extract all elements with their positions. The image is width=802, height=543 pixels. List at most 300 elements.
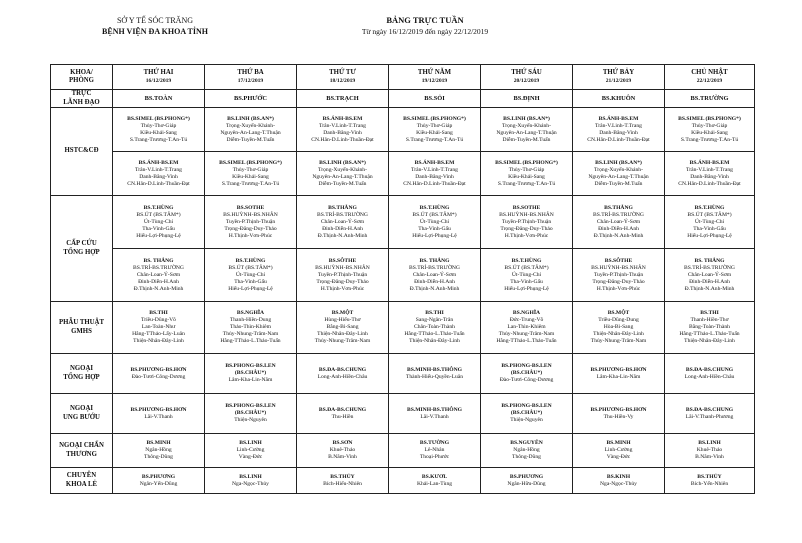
- staff-line: Tha-Vinh-Gấu: [510, 278, 543, 285]
- staff-line: Tuyền-P.Thịnh-Thuận: [225, 218, 276, 225]
- doc-header: [330, 15, 520, 37]
- duty-cell: [297, 354, 389, 394]
- day-header: [573, 65, 665, 90]
- staff-line: Trân-V.Linh-T.Trang: [595, 122, 642, 129]
- department-label: [51, 302, 113, 354]
- staff-line: Đ.Thịnh-N.Anh-Minh: [133, 285, 184, 292]
- doctor-name: BS.ĐA-BS.CHUNG: [318, 366, 367, 373]
- schedule-row: [51, 394, 755, 434]
- staff-line: Chân-Toàn-Thành: [414, 324, 455, 330]
- duty-cell: [573, 90, 665, 108]
- duty-cell: [205, 152, 297, 196]
- staff-line: Thủy-Thơ-Giáp: [232, 166, 269, 173]
- staff-line: Đ.Thịnh-N.Anh-Minh: [593, 232, 644, 239]
- staff-line: Thủy-Nhung-Trâm-Nam: [314, 338, 371, 344]
- staff-line: Khuê-Thảo: [329, 447, 356, 453]
- doctor-name: BS.LINH (BS.AN*): [503, 115, 550, 122]
- department-label-line: CẤP CỨU: [66, 240, 97, 247]
- doctor-name: BS.ĐỊNH: [513, 95, 540, 102]
- staff-line: Hiếu-Lợi-Phụng-Lệ: [412, 232, 457, 239]
- schedule-row: [51, 152, 755, 196]
- staff-line: Út-Tùng-Chí: [511, 271, 542, 278]
- staff-line: (BS.CHÂU*): [510, 370, 543, 376]
- staff-line: BS.TRÍ-BS.TRƯỜNG: [133, 264, 184, 271]
- duty-cell: [205, 354, 297, 394]
- staff-line: Lan-Thìn-Khiêm: [507, 324, 546, 330]
- schedule-row: [51, 90, 755, 108]
- staff-line: Trọng-Đăng-Duy-Thảo: [500, 225, 553, 232]
- staff-line: Trân-V.Linh-T.Trang: [411, 166, 458, 173]
- staff-line: Lâm-Kha-Lin-Năm: [228, 377, 273, 383]
- schedule-row: [51, 196, 755, 249]
- duty-cell: [389, 90, 481, 108]
- doctor-name: BS.PHƯƠNG-BS.HƠN: [590, 406, 647, 413]
- staff-line: H.Thịnh-Vơn-Phúc: [596, 285, 641, 292]
- staff-line: Thủy-Thơ-Giáp: [508, 166, 545, 173]
- duty-cell: [481, 196, 573, 249]
- duty-cell: [665, 90, 755, 108]
- staff-line: CN.Hân-D.Linh-Thuần-Đạt: [403, 180, 466, 187]
- department-label-line: TRỰC: [71, 90, 92, 97]
- schedule-row: [51, 108, 755, 152]
- duty-cell: [573, 434, 665, 468]
- day-name: THỨ NĂM: [417, 69, 452, 76]
- doctor-name: BS.T.HÙNG: [419, 204, 450, 211]
- day-name: THỨ SÁU: [511, 69, 542, 76]
- staff-line: BS.ÚT (BS.TÂM*): [228, 264, 273, 271]
- staff-line: Ngân-Hữu-Dũng: [507, 480, 546, 487]
- doctor-name: BS. THẮNG: [419, 257, 450, 264]
- doctor-name: BS.MINH-BS.THÔNG: [406, 406, 462, 413]
- duty-cell: [481, 434, 573, 468]
- day-date: 22/12/2019: [696, 78, 723, 84]
- staff-line: BS.ÚT (BS.TÂM*): [136, 211, 181, 218]
- staff-line: BS.ÚT (BS.TÂM*): [412, 211, 457, 218]
- doctor-name: BS.ĐA-BS.CHUNG: [685, 406, 734, 413]
- staff-line: Chân-Loan-Ý-Sơm: [412, 271, 457, 278]
- staff-line: Long-Anh-Hiền-Châu: [317, 373, 368, 380]
- staff-line: Danh-Băng-Vinh: [323, 129, 362, 136]
- staff-line: Chân-Loan-Ý-Sơm: [136, 271, 181, 278]
- duty-cell: [205, 90, 297, 108]
- duty-cell: [205, 468, 297, 494]
- duty-cell: [297, 302, 389, 354]
- staff-line: Trọng-Đăng-Duy-Thảo: [592, 278, 645, 285]
- staff-line: Tuyền-P.Thịnh-Thuận: [501, 218, 552, 225]
- staff-line: Nga-Ngọc-Thủy: [600, 480, 637, 487]
- staff-line: Trọng-Xuyến-Khánh-: [502, 122, 551, 129]
- staff-line: Hằng-TThảo-L.Thảo-Tuấn: [496, 338, 557, 344]
- staff-line: Thanh-Hiền-Thơ: [690, 317, 729, 323]
- day-header: [205, 65, 297, 90]
- staff-line: Ngân-Hồng: [145, 447, 172, 453]
- staff-line: Triều-Dũng-Võ: [141, 317, 176, 323]
- staff-line: B.Năm-Vinh: [328, 454, 357, 460]
- doctor-name: BS.THI: [425, 310, 444, 316]
- doctor-name: BS.NGHĨA: [512, 310, 541, 316]
- duty-cell: [389, 394, 481, 434]
- duty-cell: [665, 354, 755, 394]
- staff-line: Hằng-TThảo-L.Thảo-Tuấn: [220, 338, 281, 344]
- day-header: [389, 65, 481, 90]
- staff-line: Thủy-Nhung-Trâm-Nam: [222, 331, 279, 337]
- duty-cell: [113, 249, 205, 302]
- doctor-name: BS.MỘT: [331, 310, 354, 316]
- corner-line: PHÒNG: [69, 77, 94, 84]
- day-date: 16/12/2019: [145, 78, 172, 84]
- department-label-line: TỔNG HỢP: [63, 373, 100, 381]
- duty-cell: [481, 108, 573, 152]
- duty-cell: [297, 434, 389, 468]
- doc-title: BẢNG TRỰC TUẦN: [386, 15, 464, 25]
- staff-line: Linh-Cường: [236, 447, 265, 453]
- staff-line: Đinh-Diễn-H.Anh: [689, 278, 730, 285]
- staff-line: Nguyên-An-Lang-T.Thuận: [312, 173, 373, 180]
- duty-cell: [389, 108, 481, 152]
- staff-line: (BS.CHÂU*): [510, 410, 543, 416]
- staff-line: BS.TRÍ-BS.TRƯỜNG: [684, 264, 735, 271]
- staff-line: Ngân-Yến-Dũng: [139, 480, 178, 487]
- staff-line: Diễm-Tuyền-M.Tuấn: [502, 136, 551, 143]
- staff-line: BS.HUỲNH-BS.NHÂN: [591, 264, 646, 271]
- staff-line: Thủy-Nhung-Trâm-Nam: [590, 338, 647, 344]
- staff-line: H.Thịnh-Vơn-Phúc: [504, 232, 549, 239]
- staff-line: H.Thịnh-Vơn-Phúc: [228, 232, 273, 239]
- duty-cell: [573, 354, 665, 394]
- staff-line: Nguyên-An-Lang-T.Thuận: [220, 129, 281, 136]
- day-name: THỨ HAI: [143, 69, 174, 76]
- department-label: [51, 434, 113, 468]
- staff-line: S.Trang-Trương-T.An-Tú: [405, 136, 464, 143]
- schedule-row: [51, 468, 755, 494]
- staff-line: Hiếu-Lợi-Phụng-Lệ: [504, 285, 549, 292]
- doctor-name: BS.PHONG-BS.LEN: [225, 363, 276, 369]
- duty-cell: [297, 152, 389, 196]
- staff-line: Thanh-Hiền-Dung: [229, 317, 272, 323]
- staff-line: Chân-Loan-Ý-Sơm: [320, 218, 365, 225]
- day-header: [297, 65, 389, 90]
- staff-line: Trọng-Xuyến-Khánh-: [318, 166, 367, 173]
- staff-line: Đức-Trung-Võ: [509, 317, 544, 323]
- doctor-name: BS.LINH: [239, 473, 262, 480]
- staff-line: Thành-Hiếu-Quyền-Luân: [405, 373, 464, 380]
- duty-cell: [665, 152, 755, 196]
- department-label: [51, 354, 113, 394]
- staff-line: Tha-Vinh-Gấu: [142, 225, 175, 232]
- duty-cell: [389, 434, 481, 468]
- staff-line: (BS.CHÂU*): [234, 410, 267, 416]
- staff-line: Thiện-Nguyên: [234, 417, 267, 423]
- department-label: [51, 468, 113, 494]
- staff-line: Đào-Tươi-Công-Dương: [499, 377, 554, 383]
- day-name: THỨ BA: [237, 69, 264, 76]
- staff-line: Lâm-Kha-Lin-Năm: [596, 373, 641, 380]
- staff-line: S.Trang-Trương-T.An-Tú: [129, 136, 188, 143]
- department-label-line: THƯƠNG: [66, 450, 97, 458]
- day-name: THỨ TƯ: [329, 69, 356, 76]
- staff-line: BS.ÚT (BS.TÂM*): [687, 211, 732, 218]
- staff-line: CN.Hân-D.Linh-Thuần-Đạt: [127, 180, 190, 187]
- doctor-name: BS.SÔTHE: [328, 257, 357, 264]
- staff-line: Đ.Thịnh-N.Anh-Minh: [684, 285, 735, 292]
- doctor-name: BS.PHONG-BS.LEN: [225, 403, 276, 409]
- staff-line: Hằng-TThảo-L.Thảo-Tuấn: [679, 331, 740, 337]
- staff-line: Tha-Vinh-Gấu: [693, 225, 726, 232]
- duty-cell: [573, 152, 665, 196]
- staff-line: Trọng-Xuyến-Khánh-: [226, 122, 275, 129]
- day-date: 19/12/2019: [421, 78, 448, 84]
- duty-cell: [389, 302, 481, 354]
- duty-cell: [205, 249, 297, 302]
- duty-cell: [389, 468, 481, 494]
- doctor-name: BS.PHƯƠNG-BS.HƠN: [590, 366, 647, 373]
- day-header: [113, 65, 205, 90]
- staff-line: Thông-Dũng: [144, 454, 173, 460]
- duty-cell: [205, 196, 297, 249]
- schedule-row: [51, 249, 755, 302]
- duty-cell: [113, 90, 205, 108]
- doctor-name: BS.T.HÙNG: [235, 257, 266, 264]
- staff-line: Nguyên-An-Lang-T.Thuận: [496, 129, 557, 136]
- staff-line: Út-Tùng-Chí: [419, 218, 450, 225]
- staff-line: Linh-Cường: [604, 447, 633, 453]
- duty-cell: [481, 249, 573, 302]
- doctor-name: BS.TRƯỜNG: [690, 95, 729, 102]
- doctor-name: BS.SỎI: [424, 95, 445, 102]
- staff-line: Thoại-Phước: [419, 454, 450, 460]
- staff-line: S.Trang-Trương-T.An-Tú: [497, 180, 556, 187]
- staff-line: Hằng-TThảo-L.Thảo-Tuấn: [404, 331, 465, 337]
- staff-line: Chân-Loan-Ý-Sơm: [687, 271, 732, 278]
- day-date: 18/12/2019: [329, 78, 356, 84]
- doctor-name: BS.T.HÙNG: [694, 204, 725, 211]
- schedule-row: [51, 434, 755, 468]
- doctor-name: BS.TOÀN: [144, 95, 173, 102]
- doctor-name: BS.LINH (BS.AN*): [319, 159, 366, 166]
- duty-cell: [665, 468, 755, 494]
- duty-cell: [113, 196, 205, 249]
- duty-cell: [481, 90, 573, 108]
- duty-cell: [573, 196, 665, 249]
- staff-line: Lãi-V.Thanh: [144, 413, 173, 420]
- doctor-name: BS.THỦY: [697, 473, 722, 480]
- doctor-name: BS.MINH: [606, 440, 631, 446]
- doctor-name: BS.PHƯƠNG: [509, 473, 544, 480]
- duty-cell: [481, 354, 573, 394]
- staff-line: Thảo-Thìn-Khiêm: [229, 324, 271, 330]
- staff-line: Lãi-V.Thanh: [420, 413, 449, 420]
- duty-cell: [113, 302, 205, 354]
- staff-line: Trân-V.Linh-T.Trang: [319, 122, 366, 129]
- duty-cell: [573, 468, 665, 494]
- staff-line: Tuyền-P.Thịnh-Thuận: [593, 271, 644, 278]
- staff-line: CN.Hân-D.Linh-Thuần-Đạt: [311, 136, 374, 143]
- day-date: 17/12/2019: [237, 78, 264, 84]
- staff-line: Hiếu-Lợi-Phụng-Lệ: [687, 232, 732, 239]
- staff-line: Triều-Dũng-Dung: [598, 317, 639, 323]
- doctor-name: BS.PHƯƠNG-BS.HƠN: [130, 366, 187, 373]
- staff-line: Danh-Băng-Vinh: [139, 173, 178, 180]
- staff-line: Thủy-Thơ-Giáp: [691, 122, 728, 129]
- department-label: [51, 196, 113, 302]
- doctor-name: BS.MINH-BS.THÔNG: [406, 366, 462, 373]
- doctor-name: BS.TRẠCH: [326, 95, 359, 102]
- duty-cell: [573, 394, 665, 434]
- staff-line: Bằng-Bì-Sang: [326, 324, 359, 330]
- staff-line: Nga-Ngọc-Thủy: [232, 480, 269, 487]
- staff-line: Tuyền-P.Thịnh-Thuận: [317, 271, 368, 278]
- staff-line: Khải-Lan-Tùng: [416, 480, 453, 487]
- doctor-name: BS.SOTHE: [512, 204, 541, 211]
- duty-cell: [665, 249, 755, 302]
- duty-cell: [297, 394, 389, 434]
- staff-line: Thiện-Nguyên: [510, 417, 543, 423]
- date-range: Từ ngày 16/12/2019 đến ngày 22/12/2019: [361, 27, 489, 36]
- doctor-name: BS.THẮNG: [604, 204, 633, 211]
- staff-line: Lê-Nhân: [424, 447, 445, 453]
- day-name: THỨ BẢY: [602, 69, 635, 76]
- staff-line: Bằng-Toàn-Thành: [689, 324, 730, 330]
- doctor-name: BS.SÔTHE: [604, 257, 633, 264]
- staff-line: Khuê-Thảo: [696, 447, 723, 453]
- doctor-name: BS.T.HÙNG: [143, 204, 174, 211]
- staff-line: Thiện-Nhân-Đây-Linh: [133, 338, 184, 344]
- duty-cell: [205, 302, 297, 354]
- department-label-line: LÃNH ĐẠO: [63, 98, 100, 106]
- staff-line: S.Trang-Trương-T.An-Tú: [221, 180, 280, 187]
- duty-cell: [113, 434, 205, 468]
- staff-line: H.Thịnh-Vơn-Phúc: [320, 285, 365, 292]
- doctor-name: BS.NGHĨA: [236, 310, 265, 316]
- doctor-name: BS.THI: [149, 310, 168, 316]
- doctor-name: BS.THỦY: [330, 473, 355, 480]
- staff-line: Trọng-Đăng-Duy-Thảo: [316, 278, 369, 285]
- duty-cell: [389, 152, 481, 196]
- doctor-name: BS.MINH: [146, 440, 171, 446]
- day-date: 21/12/2019: [605, 78, 632, 84]
- staff-line: Hòa-Bì-Sang: [603, 324, 634, 330]
- day-name: CHỦ NHẬT: [691, 69, 728, 76]
- doctor-name: BS.T.HÙNG: [511, 257, 542, 264]
- duty-cell: [665, 108, 755, 152]
- department-label-line: NGOẠI: [69, 405, 94, 412]
- staff-line: Thủy-Thơ-Giáp: [140, 122, 177, 129]
- staff-line: Diễm-Tuyền-M.Tuấn: [594, 180, 643, 187]
- duty-cell: [113, 394, 205, 434]
- department-label-line: GMHS: [71, 327, 92, 335]
- staff-line: Thiện-Nhân-Đây-Linh: [684, 338, 735, 344]
- staff-line: Đào-Tươi-Công-Dương: [131, 373, 186, 380]
- staff-line: Vàng-Đức: [238, 454, 263, 460]
- doctor-name: BS. THẮNG: [694, 257, 725, 264]
- staff-line: Đinh-Diễn-H.Anh: [322, 225, 363, 232]
- staff-line: Diễm-Tuyền-M.Tuấn: [318, 180, 367, 187]
- staff-line: BS.HUỲNH-BS.NHÂN: [499, 211, 554, 218]
- staff-line: Long-Anh-Hiền-Châu: [684, 373, 735, 380]
- duty-cell: [113, 468, 205, 494]
- staff-line: Kiều-Khải-Sang: [508, 173, 545, 180]
- doctor-name: BS.NGUYÊN: [510, 440, 543, 446]
- duty-cell: [205, 394, 297, 434]
- duty-cell: [297, 468, 389, 494]
- staff-line: Trân-V.Linh-T.Trang: [135, 166, 182, 173]
- duty-cell: [113, 152, 205, 196]
- staff-line: Hùng-Hiểu-Thơ: [324, 317, 361, 323]
- doctor-name: BS.SIMEL (BS.PHONG*): [403, 115, 466, 122]
- staff-line: Diễm-Tuyền-M.Tuấn: [226, 136, 275, 143]
- doctor-name: BS.ÁNH-BS.EM: [689, 159, 730, 166]
- staff-line: Danh-Băng-Vinh: [415, 173, 454, 180]
- duty-cell: [389, 249, 481, 302]
- staff-line: Thu-Hiền-Vy: [603, 413, 634, 420]
- staff-line: Đinh-Diễn-H.Anh: [414, 278, 455, 285]
- department-label-line: NGOẠI: [69, 365, 94, 372]
- doctor-name: BS.LINH: [698, 440, 721, 446]
- staff-line: Vàng-Đức: [606, 454, 631, 460]
- staff-line: CN.Hân-D.Linh-Thuần-Đạt: [587, 136, 650, 143]
- doctor-name: BS.SIMEL (BS.PHONG*): [678, 115, 741, 122]
- duty-cell: [573, 249, 665, 302]
- staff-line: BS.HUỲNH-BS.NHÂN: [315, 264, 370, 271]
- org-header: [90, 15, 220, 37]
- corner-line: KHOA/: [70, 69, 93, 76]
- duty-cell: [113, 108, 205, 152]
- department-label: [51, 90, 113, 108]
- duty-cell: [297, 90, 389, 108]
- department-label-line: NGOẠI CHẤN: [59, 442, 104, 449]
- staff-line: Đinh-Diễn-H.Anh: [138, 278, 179, 285]
- doctor-name: BS.THẮNG: [328, 204, 357, 211]
- duty-cell: [113, 354, 205, 394]
- hospital-name: BỆNH VIỆN ĐA KHOA TỈNH: [102, 27, 208, 36]
- day-date: 20/12/2019: [513, 78, 540, 84]
- staff-line: Chân-Loan-Ý-Sơm: [596, 218, 641, 225]
- department-label-line: KHOA LẺ: [65, 480, 98, 488]
- staff-line: Hiếu-Lợi-Phụng-Lệ: [228, 285, 273, 292]
- doctor-name: BS.TƯỜNG: [419, 440, 450, 446]
- staff-line: Đ.Thịnh-N.Anh-Minh: [317, 232, 368, 239]
- doctor-name: BS.SIMEL (BS.PHONG*): [495, 159, 558, 166]
- staff-line: B.Năm-Vinh: [695, 454, 724, 460]
- duty-schedule-table: [50, 64, 755, 494]
- duty-cell: [389, 354, 481, 394]
- staff-line: Thiện-Nhân-Đây-Linh: [317, 331, 368, 337]
- staff-line: Danh-Băng-Vinh: [690, 173, 729, 180]
- staff-line: Đinh-Diễn-H.Anh: [598, 225, 639, 232]
- doctor-name: BS.KƯƠL: [421, 473, 448, 480]
- duty-cell: [297, 249, 389, 302]
- department-label: [51, 394, 113, 434]
- staff-line: S.Trang-Trương-T.An-Tú: [680, 136, 739, 143]
- staff-line: Kiều-Khải-Sang: [232, 173, 269, 180]
- duty-cell: [573, 108, 665, 152]
- staff-line: (BS.CHÂU*): [234, 370, 267, 376]
- doctor-name: BS.LINH (BS.AN*): [595, 159, 642, 166]
- doctor-name: BS.SIMEL (BS.PHONG*): [219, 159, 282, 166]
- staff-line: Kiều-Khải-Sang: [416, 129, 453, 136]
- department-label: [51, 108, 113, 196]
- staff-line: Trọng-Đăng-Duy-Thảo: [224, 225, 277, 232]
- staff-line: Nguyên-An-Lang-T.Thuận: [588, 173, 649, 180]
- staff-line: Tha-Vinh-Gấu: [418, 225, 451, 232]
- staff-line: Út-Tùng-Chí: [143, 218, 174, 225]
- doctor-name: BS.THI: [700, 310, 719, 316]
- doctor-name: BS.PHƯƠNG-BS.HƠN: [130, 406, 187, 413]
- staff-line: Thiện-Nhân-Đây-Linh: [593, 331, 644, 337]
- staff-line: Bích-Hiếu-Nhiên: [323, 480, 362, 487]
- duty-cell: [665, 394, 755, 434]
- staff-line: Thông-Dũng: [512, 454, 541, 460]
